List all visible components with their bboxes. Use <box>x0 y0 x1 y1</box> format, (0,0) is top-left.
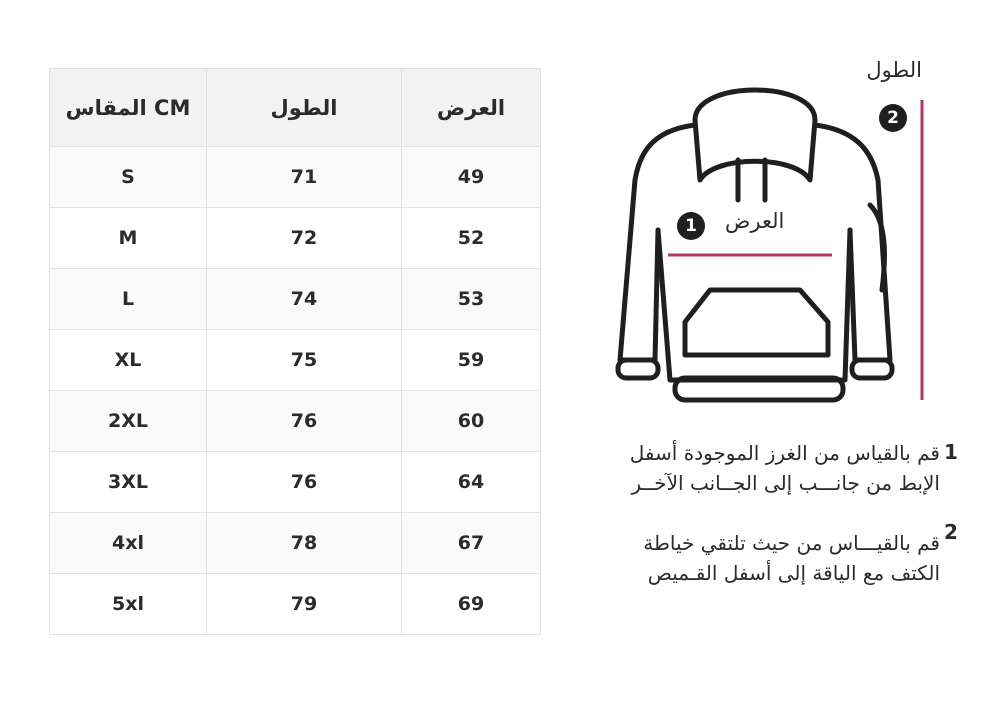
cell-size: L <box>50 269 207 330</box>
table-row <box>50 330 541 391</box>
cell-width: 64 <box>402 452 541 513</box>
cell-length: 71 <box>207 147 402 208</box>
cell-width: 69 <box>402 574 541 635</box>
cell-size: 4xl <box>50 513 207 574</box>
cell-size: XL <box>50 330 207 391</box>
instruction-2-number: 2 <box>944 520 958 544</box>
table-row <box>50 574 541 635</box>
width-label: العرض <box>725 209 785 233</box>
cell-width: 67 <box>402 513 541 574</box>
cell-width: 49 <box>402 147 541 208</box>
cuff-left <box>618 360 658 378</box>
length-label: الطول <box>866 58 922 82</box>
instruction-1 <box>520 438 940 498</box>
cuff-right <box>852 360 892 378</box>
cell-size: 3XL <box>50 452 207 513</box>
instruction-2 <box>520 528 940 588</box>
hood-outline <box>695 90 815 180</box>
header-length: الطول <box>207 69 402 147</box>
instruction-1-line2: الإبط من جانـــب إلى الجــانب الآخــر <box>631 471 940 495</box>
table-row <box>50 513 541 574</box>
cell-size: 5xl <box>50 574 207 635</box>
table-header-row <box>50 69 541 147</box>
cell-width: 52 <box>402 208 541 269</box>
table-row <box>50 269 541 330</box>
cell-size: M <box>50 208 207 269</box>
badge-width-number: 1 <box>677 212 705 240</box>
table-row <box>50 147 541 208</box>
cell-length: 78 <box>207 513 402 574</box>
size-chart-table <box>49 68 541 635</box>
table-row <box>50 391 541 452</box>
table-row <box>50 452 541 513</box>
cell-size: S <box>50 147 207 208</box>
cell-size: 2XL <box>50 391 207 452</box>
instruction-2-line2: الكتف مع الياقة إلى أسفل القـميص <box>647 561 940 585</box>
cell-length: 76 <box>207 452 402 513</box>
cell-width: 59 <box>402 330 541 391</box>
instruction-1-number: 1 <box>944 440 958 464</box>
cell-width: 53 <box>402 269 541 330</box>
cell-length: 75 <box>207 330 402 391</box>
cell-length: 79 <box>207 574 402 635</box>
badge-length-number: 2 <box>879 104 907 132</box>
table-row <box>50 208 541 269</box>
cell-width: 60 <box>402 391 541 452</box>
instruction-2-line1: قم بالقيـــاس من حيث تلتقي خياطة <box>643 531 940 555</box>
cell-length: 74 <box>207 269 402 330</box>
header-size: المقاس CM <box>50 69 207 147</box>
pocket-outline <box>685 290 828 355</box>
header-width: العرض <box>402 69 541 147</box>
cell-length: 76 <box>207 391 402 452</box>
instruction-1-line1: قم بالقياس من الغرز الموجودة أسفل <box>629 441 940 465</box>
cell-length: 72 <box>207 208 402 269</box>
